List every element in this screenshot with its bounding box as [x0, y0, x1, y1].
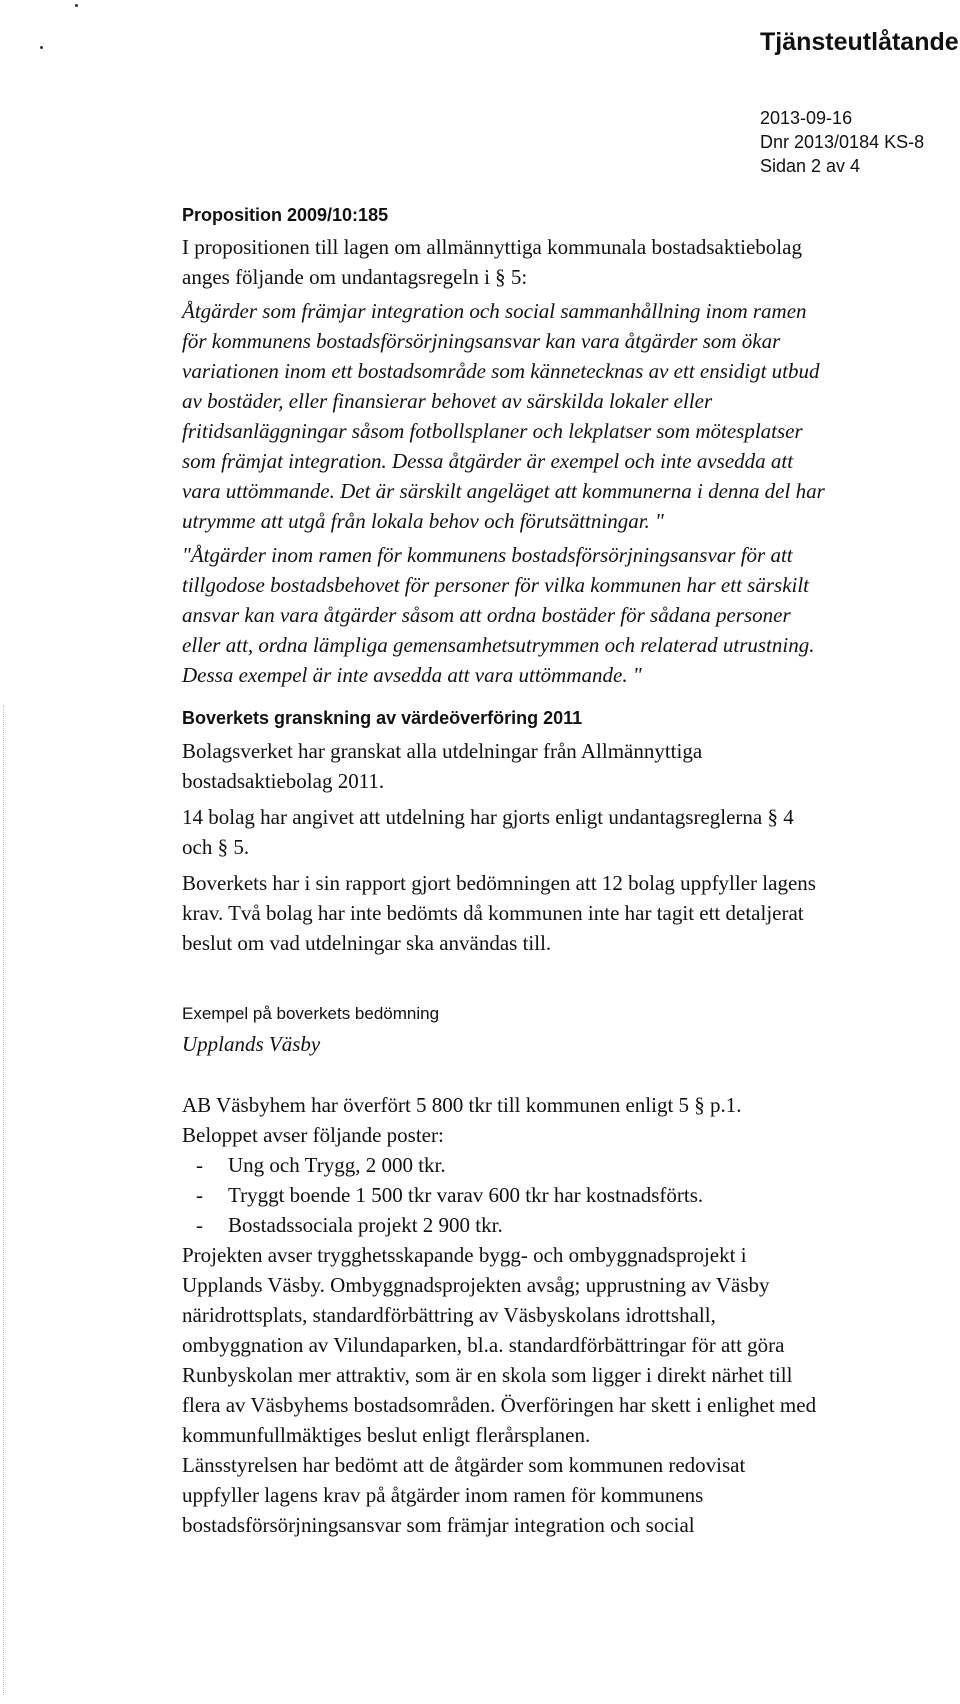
section-heading-exempel: Exempel på boverkets bedömning: [182, 1004, 440, 1023]
document-date: 2013-09-16: [760, 108, 853, 128]
text-line: anges följande om undantagsregeln i § 5:: [182, 265, 528, 289]
text-line: Länsstyrelsen har bedömt att de åtgärder som kommunen redovisat: [182, 1453, 746, 1477]
text-line: 14 bolag har angivet att utdelning har gjorts enligt undantagsreglerna § 4: [182, 805, 794, 829]
text-line: AB Väsbyhem har överfört 5 800 tkr till kommunen enligt 5 § p.1.: [182, 1093, 742, 1117]
list-item-text: Bostadssociala projekt 2 900 tkr.: [228, 1213, 503, 1237]
text-line: krav. Två bolag har inte bedömts då kommunen inte har tagit ett detaljerat: [182, 901, 804, 925]
list-item-text: Tryggt boende 1 500 tkr varav 600 tkr har kostnadsförts.: [228, 1183, 704, 1207]
list-item: [182, 1150, 922, 1180]
scan-speck: [40, 46, 43, 49]
intro-paragraph: [182, 232, 922, 292]
text-line: kommunfullmäktiges beslut enligt flerårsplanen.: [182, 1423, 591, 1447]
text-line: tillgodose bostadsbehovet för personer för vilka kommunen har ett särskilt: [182, 573, 810, 597]
text-line: I propositionen till lagen om allmännyttiga kommunala bostadsaktiebolag: [182, 235, 802, 259]
list-dash: -: [196, 1153, 203, 1177]
page-number: Sidan 2 av 4: [760, 156, 861, 176]
text-line: Dessa exempel är inte avsedda att vara uttömmande. ": [182, 663, 642, 687]
document-type: Tjänsteutlåtande: [760, 28, 959, 56]
list-dash: -: [196, 1183, 203, 1207]
text-line: eller att, ordna lämpliga gemensamhetsutrymmen och relaterad utrustning.: [182, 633, 815, 657]
text-line: uppfyller lagens krav på åtgärder inom ramen för kommunens: [182, 1483, 704, 1507]
text-line: bostadsaktiebolag 2011.: [182, 769, 385, 793]
text-line: Runbyskolan mer attraktiv, som är en skola som ligger i direkt närhet till: [182, 1363, 793, 1387]
text-line: Beloppet avser följande poster:: [182, 1123, 444, 1147]
list-dash: -: [196, 1213, 203, 1237]
section-heading-proposition: Proposition 2009/10:185: [182, 205, 389, 225]
paragraph-rapport: [182, 868, 922, 958]
text-line: och § 5.: [182, 835, 250, 859]
list-item: [182, 1210, 922, 1240]
text-line: ombyggnation av Vilundaparken, bl.a. standardförbättringar för att göra: [182, 1333, 785, 1357]
quote-paragraph-1: [182, 296, 922, 536]
text-line: näridrottsplats, standardförbättring av Väsbyskolans idrottshall,: [182, 1303, 716, 1327]
text-line: variationen inom ett bostadsområde som kännetecknas av ett ensidigt utbud: [182, 359, 820, 383]
example-block: [182, 1090, 922, 1540]
text-line: Projekten avser trygghetsskapande bygg- och ombyggnadsprojekt i: [182, 1243, 747, 1267]
list-item: [182, 1180, 922, 1210]
text-line: fritidsanläggningar såsom fotbollsplaner och lekplatser som mötesplatser: [182, 419, 803, 443]
text-line: Boverkets har i sin rapport gjort bedömningen att 12 bolag uppfyller lagens: [182, 871, 816, 895]
text-line: vara uttömmande. Det är särskilt angeläget att kommunerna i denna del har: [182, 479, 825, 503]
text-line: beslut om vad utdelningar ska användas till.: [182, 931, 552, 955]
text-line: Åtgärder som främjar integration och social sammanhållning inom ramen: [182, 299, 807, 323]
text-line: Bolagsverket har granskat alla utdelningar från Allmännyttiga: [182, 739, 703, 763]
text-line: bostadsförsörjningsansvar som främjar integration och social: [182, 1513, 695, 1537]
paragraph-14-bolag: [182, 802, 922, 862]
text-line: av bostäder, eller finansierar behovet av särskilda lokaler eller: [182, 389, 713, 413]
text-line: flera av Väsbyhems bostadsområden. Överföringen har skett i enlighet med: [182, 1393, 817, 1417]
text-line: som främjat integration. Dessa åtgärder är exempel och inte avsedda att: [182, 449, 794, 473]
text-line: Upplands Väsby. Ombyggnadsprojekten avsåg; upprustning av Väsby: [182, 1273, 770, 1297]
paragraph-bolagsverket: [182, 736, 922, 796]
scan-margin-line: [3, 705, 4, 1695]
text-line: ansvar kan vara åtgärder såsom att ordna bostäder för sådana personer: [182, 603, 791, 627]
text-line: utrymme att utgå från lokala behov och förutsättningar. ": [182, 509, 664, 533]
quote-paragraph-2: [182, 540, 922, 690]
subheading-upplands-vasby: Upplands Väsby: [182, 1032, 321, 1056]
section-heading-boverket: Boverkets granskning av värdeöverföring 2011: [182, 708, 583, 728]
list-item-text: Ung och Trygg, 2 000 tkr.: [228, 1153, 446, 1177]
text-line: "Åtgärder inom ramen för kommunens bostadsförsörjningsansvar för att: [182, 543, 793, 567]
text-line: för kommunens bostadsförsörjningsansvar kan vara åtgärder som ökar: [182, 329, 781, 353]
scan-speck: [75, 4, 78, 7]
document-dnr: Dnr 2013/0184 KS-8: [760, 132, 925, 152]
